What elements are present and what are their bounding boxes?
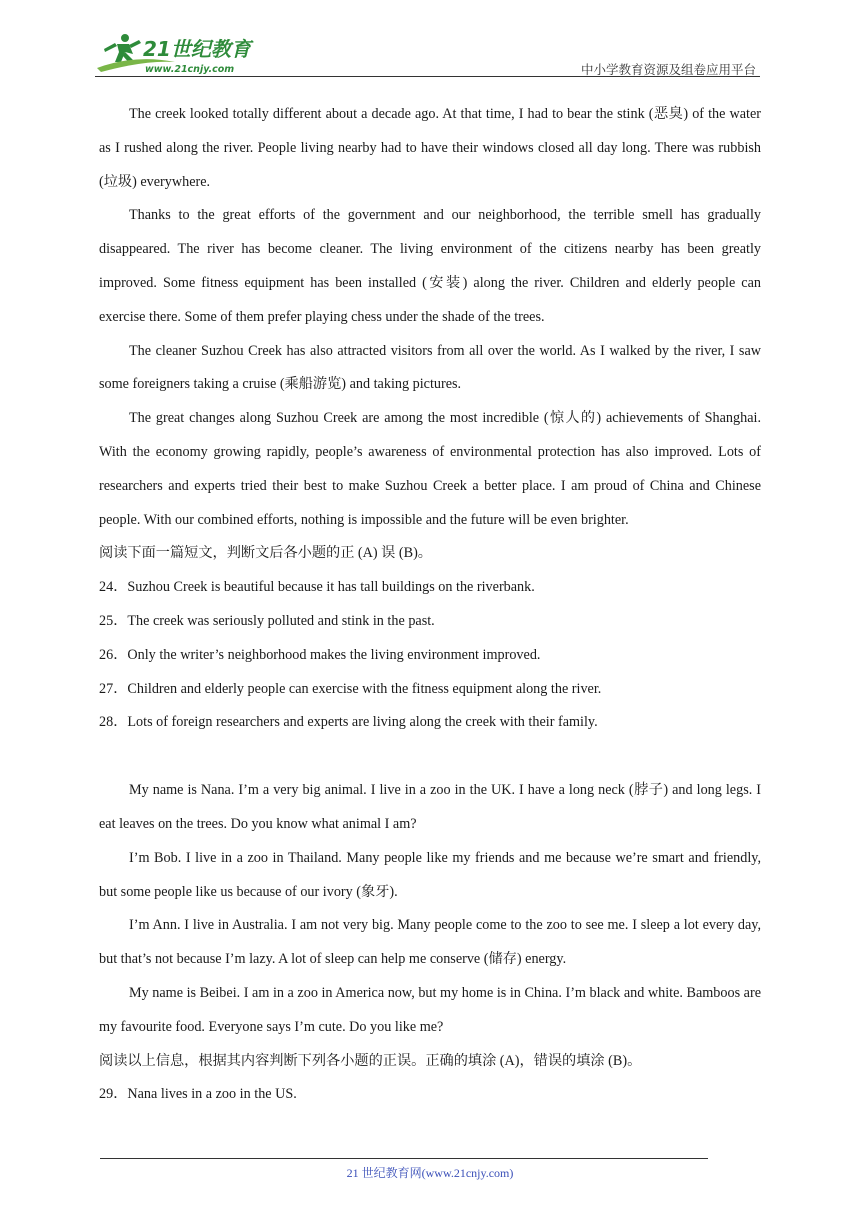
question-26 xyxy=(99,639,761,673)
passage-2-paragraph-3: I’m Ann. I live in Australia. I am not very big. Many people come to the zoo to see me. I sleep a lot every day, but that’s not because I’m lazy. A lot of sleep can help me conserve (储存) energy. xyxy=(99,917,761,968)
page-header xyxy=(95,30,760,78)
passage-2-paragraph-1: My name is Nana. I’m a very big animal. I live in a zoo in the UK. I have a long neck (脖子) and long legs. I eat leaves on the trees. Do you know what animal I am? xyxy=(99,782,761,832)
question-28 xyxy=(99,706,761,740)
passage-1-paragraph-3: The cleaner Suzhou Creek has also attracted visitors from all over the world. As I walked by the river, I saw some foreigners taking a cruise (乘船游览) and taking pictures. xyxy=(99,342,761,393)
platform-name: 中小学教育资源及组卷应用平台 xyxy=(580,62,756,77)
question-text: Lots of foreign researchers and experts are living along the creek with their family. xyxy=(127,714,598,731)
passage-1-instruction: 阅读下面一篇短文，判断文后各小题的正 (A) 误 (B)。 xyxy=(99,545,432,562)
question-number: 24． xyxy=(99,579,128,596)
question-number: 27． xyxy=(99,680,128,697)
logo-graphic xyxy=(95,32,270,76)
section-gap xyxy=(99,740,761,774)
passage-1 xyxy=(99,98,761,740)
site-logo[interactable] xyxy=(95,32,270,76)
question-24 xyxy=(99,571,761,605)
question-number: 26． xyxy=(99,646,128,663)
logo-url: www.21cnjy.com xyxy=(145,64,235,75)
question-text: Children and elderly people can exercise with the fitness equipment along the river. xyxy=(127,680,602,697)
question-text: The creek was seriously polluted and stink in the past. xyxy=(127,612,435,629)
passage-1-paragraph-2: Thanks to the great efforts of the government and our neighborhood, the terrible smell has gradually disappeared. The river has become cleaner. The living environment of the citizens nearby has been greatly improved. Some fitness equipment has been installed (安装) along the river. Children and elderly people can exercise there. Some of them prefer playing chess under the shade of the trees. xyxy=(99,207,761,325)
question-29 xyxy=(99,1078,761,1112)
passage-2-instruction: 阅读以上信息，根据其内容判断下列各小题的正误。正确的填涂 (A)，错误的填涂 (B)。 xyxy=(99,1052,642,1069)
document-body xyxy=(99,98,761,1112)
passage-2-paragraph-2: I’m Bob. I live in a zoo in Thailand. Many people like my friends and me because we’re smart and friendly, but some people like us because of our ivory (象牙). xyxy=(99,849,761,900)
question-number: 25． xyxy=(99,612,128,629)
passage-2-paragraph-4: My name is Beibei. I am in a zoo in America now, but my home is in China. I’m black and white. Bamboos are my favourite food. Everyone says I’m cute. Do you like me? xyxy=(99,984,761,1035)
question-text: Suzhou Creek is beautiful because it has tall buildings on the riverbank. xyxy=(127,579,535,596)
passage-1-paragraph-1: The creek looked totally different about a decade ago. At that time, I had to bear the stink (恶臭) of the water as I rushed along the river. People living nearby had to have their windows closed all day long. There was rubbish (垃圾) everywhere. xyxy=(99,106,761,190)
footer-divider xyxy=(100,1158,708,1159)
passage-1-paragraph-4: The great changes along Suzhou Creek are among the most incredible (惊人的) achievements of Shanghai. With the economy growing rapidly, people’s awareness of environmental protection has also improved. Lots of researchers and experts tried their best to make Suzhou Creek a better place. I am proud of China and Chinese people. With our combined efforts, nothing is impossible and the future will be even brighter. xyxy=(99,410,761,528)
question-number: 28． xyxy=(99,714,128,731)
logo-text: 21世纪教育 xyxy=(143,37,251,61)
footer-link[interactable]: 21 世纪教育网(www.21cnjy.com) xyxy=(346,1166,514,1180)
question-27 xyxy=(99,673,761,707)
question-text: Nana lives in a zoo in the US. xyxy=(127,1086,297,1103)
question-text: Only the writer’s neighborhood makes the living environment improved. xyxy=(127,646,541,663)
passage-2 xyxy=(99,774,761,1112)
question-number: 29． xyxy=(99,1086,128,1103)
header-divider xyxy=(95,76,760,77)
question-25 xyxy=(99,605,761,639)
